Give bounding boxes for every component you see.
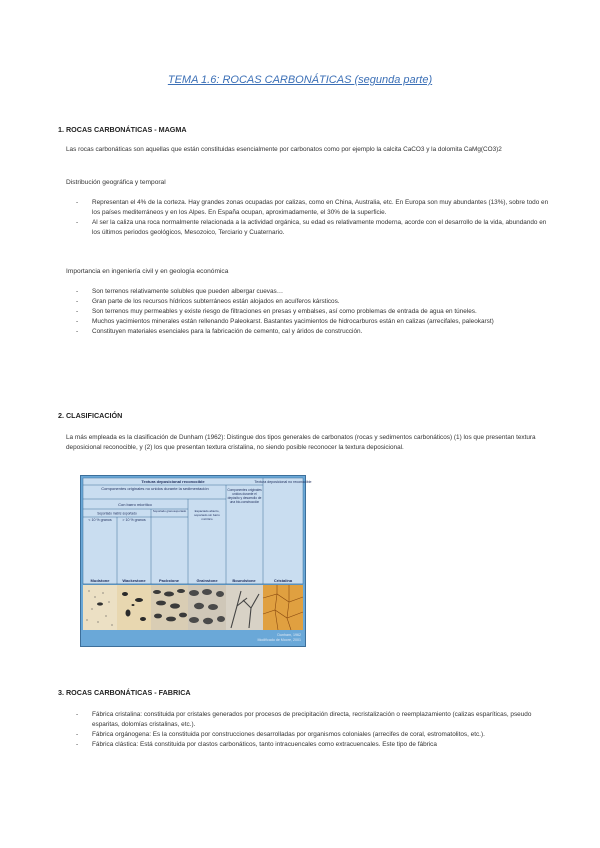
- class-wackestone: Wackestone: [122, 578, 146, 583]
- dunham-figure-graphic: [81, 476, 312, 646]
- section-1-subheading-distribution: Distribución geográfica y temporal: [66, 179, 166, 186]
- class-packstone: Packstone: [158, 578, 180, 583]
- dunham-classification-figure: [80, 475, 312, 647]
- list-item: - Fábrica cristalina: constituida por cristales generados por procesos de precipitación directa, recristalización o reemplazamiento (calizas esparíticas, pseudo esparitas, dolomías cristalinas, etc.).: [76, 711, 532, 728]
- section-1-heading: 1. ROCAS CARBONÁTICAS - MAGMA: [58, 125, 187, 134]
- figure-mud-label: Con barro micrítico: [118, 502, 152, 507]
- document-title: TEMA 1.6: ROCAS CARBONÁTICAS (segunda parte): [167, 74, 433, 86]
- section-2-text: La más empleada es la clasificación de Dunham (1962): Distingue dos tipos generales de carbonatos (rocas y sedimentos carbonáticos) (1) los que presentan textura deposicional reconocible, y (2) los que presentan textura cristalina, no siendo posible reconocer la textura deposicional.: [66, 434, 536, 451]
- figure-bound-label: Componentes originales unidos durante el depósito y desarrollo de una bio-construcción: [227, 488, 262, 504]
- list-item: - Constituyen materiales esenciales para la fabricación de cemento, cal y áridos de construcción.: [76, 328, 363, 335]
- section-1-subheading-importance: Importancia en ingeniería civil y en geología económica: [66, 268, 229, 275]
- figure-no-mud-label: Espaciado abierto, soportado sin barro micrítico: [194, 509, 220, 521]
- figure-col-texture-label: Textura deposicional no reconocible: [254, 480, 312, 484]
- figure-mud-supported: Soportado matriz-soportado: [97, 511, 137, 516]
- list-item: - Al ser la caliza una roca normalmente relacionada a la actividad orgánica, su edad es relativamente moderna, acorde con el desarrollo de la vida, abundando en los últimos periodos geológicos, Mesozoico, Terciario y Cuaternario.: [76, 219, 547, 236]
- list-item: - Representan el 4% de la corteza. Hay grandes zonas ocupadas por calizas, como en China, Australia, etc. En Europa son muy abundantes (13%), sobre todo en los países mediterráneos y en los Alpes. En España ocupan, aproximadamente, el 30% de la superficie.: [76, 199, 549, 216]
- class-cristalina: Cristalina: [273, 578, 293, 583]
- list-item: - Gran parte de los recursos hídricos subterráneos están alojados en acuíferos kársticos.: [76, 298, 340, 305]
- section-1-bullets-distribution: [66, 198, 556, 238]
- section-3-heading: 3. ROCAS CARBONÁTICAS - FABRICA: [58, 688, 191, 697]
- section-1-bullets-importance: [66, 287, 556, 337]
- figure-top-label: Textura deposicional reconocible: [141, 479, 205, 484]
- figure-credit-2: Modificado de Moore, 2001: [257, 638, 301, 642]
- section-1-intro: Las rocas carbonáticas son aquellas que están constituidas esencialmente por carbonatos como por ejemplo la calcita CaCO3 y la dolomita CaMg(CO3)2: [66, 146, 502, 153]
- section-2-heading: 2. CLASIFICACIÓN: [58, 411, 123, 420]
- list-item: - Son terrenos muy permeables y existe riesgo de filtraciones en presas y embalses, así como problemas de entrada de agua en túneles.: [76, 308, 477, 315]
- figure-lt10-label: < 10 % granos: [88, 518, 112, 522]
- class-grainstone: Grainstone: [196, 578, 218, 583]
- class-boundstone: Boundstone: [232, 578, 256, 583]
- list-item: - Son terrenos relativamente solubles que pueden albergar cuevas…: [76, 288, 284, 295]
- figure-credit-1: Dunham, 1962: [277, 633, 301, 637]
- figure-grain-supported: Soportado granosoportado: [152, 509, 187, 513]
- figure-gt10-label: > 10 % granos: [122, 518, 146, 522]
- list-item: - Muchos yacimientos minerales están rellenando Paleokarst. Bastantes yacimientos de hidrocarburos están en calizas (arrecifales, paleokarst): [76, 318, 494, 325]
- texture-samples: [83, 585, 303, 630]
- section-3-bullets: [66, 710, 556, 750]
- class-mudstone: Mudstone: [90, 578, 110, 583]
- list-item: - Fábrica clástica: Está constituida por clastos carbonáticos, tanto intracuencales como extracuencales. Este tipo de fábrica: [76, 741, 437, 748]
- figure-components-label: Componentes originales no unidos durante la sedimentación: [101, 486, 209, 491]
- list-item: - Fábrica orgánogena: Es la constituida por construcciones desarrolladas por organismos coloniales (arrecifes de coral, estromatolitos, etc.).: [76, 731, 485, 738]
